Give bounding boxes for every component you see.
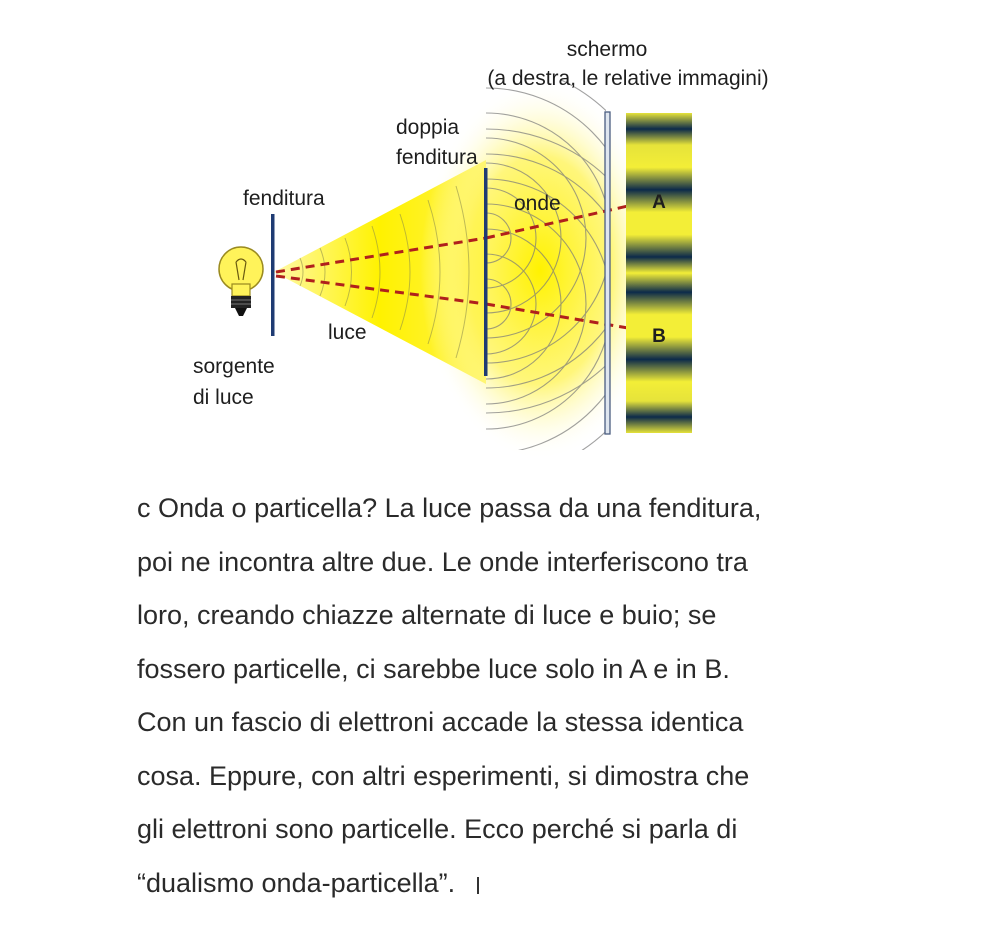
label-light: luce <box>328 321 367 344</box>
double-slit-diagram <box>0 0 1000 460</box>
caption-last-line-wrap <box>137 857 897 911</box>
label-slit: fenditura <box>243 187 325 210</box>
label-waves: onde <box>514 192 561 215</box>
caption-line: fossero particelle, ci sarebbe luce solo in A e in B. <box>137 653 730 684</box>
caption-line: cosa. Eppure, con altri esperimenti, si dimostra che <box>137 760 750 791</box>
label-point-a: A <box>652 192 666 213</box>
caption-line: “dualismo onda-particella”. <box>137 867 456 898</box>
caption-line: poi ne incontra altre due. Le onde interferiscono tra <box>137 546 748 577</box>
label-point-b: B <box>652 326 666 347</box>
screen-bar <box>605 112 610 434</box>
label-source-1: sorgente <box>193 355 275 378</box>
label-screen-1: schermo <box>566 38 648 61</box>
label-source-2: di luce <box>193 386 254 409</box>
caption-line: Con un fascio di elettroni accade la stessa identica <box>137 707 744 737</box>
interference-fringes <box>626 113 692 433</box>
text-cursor <box>477 877 479 894</box>
caption-line: gli elettroni sono particelle. Ecco perché si parla di <box>137 814 738 844</box>
caption-paragraph <box>137 482 897 910</box>
caption-line: c Onda o particella? La luce passa da una fenditura, <box>137 493 762 523</box>
label-screen-2: (a destra, le relative immagini) <box>487 67 769 90</box>
caption-line: loro, creando chiazze alternate di luce e buio; se <box>137 600 717 630</box>
label-double-slit-2: fenditura <box>396 146 478 169</box>
label-double-slit-1: doppia <box>396 116 460 139</box>
single-slit <box>271 214 275 336</box>
light-bulb-icon <box>219 247 263 316</box>
double-slit <box>484 168 488 376</box>
